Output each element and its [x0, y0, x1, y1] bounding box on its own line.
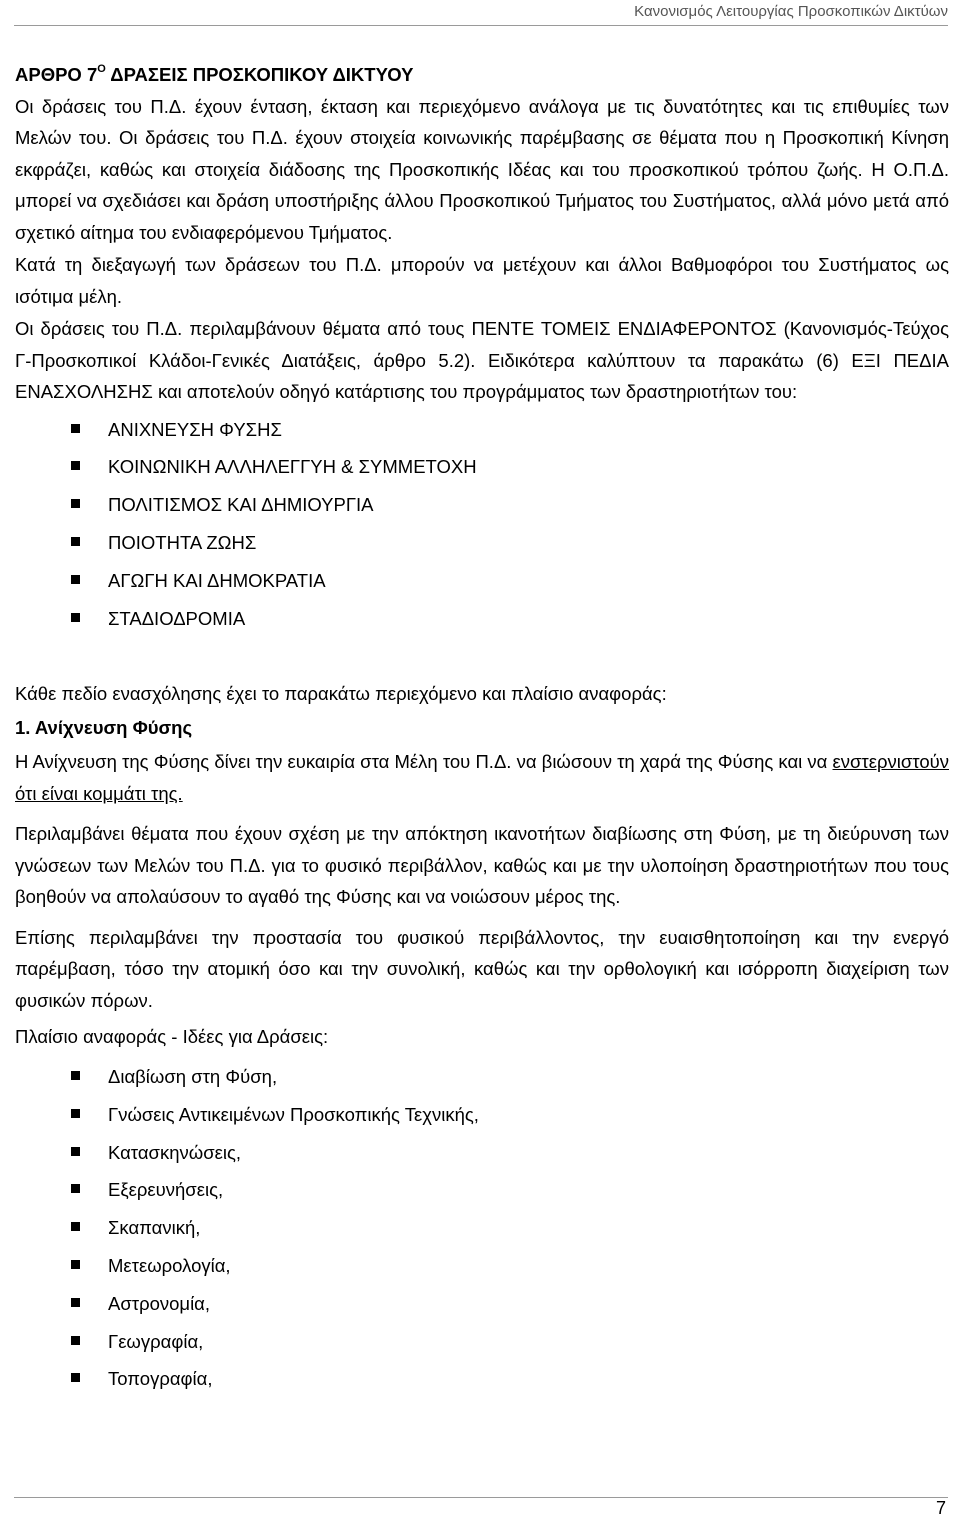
paragraph-nature-3: Επίσης περιλαμβάνει την προστασία του φυσικού περιβάλλοντος, την ευαισθητοποίηση και την ενεργό παρέμβαση, τόσο την ατομική όσο και την συνολική, καθώς και την ορθολογική και ισόρροπη διαχείριση των φυσικών πόρων. [15, 926, 949, 1011]
ideas-title: Πλαίσιο αναφοράς - Ιδέες για Δράσεις: [15, 1026, 329, 1048]
bullet-icon [71, 1184, 80, 1193]
bullet-icon [71, 461, 80, 470]
bullet-icon [71, 1071, 80, 1080]
list-item: ΠΟΛΙΤΙΣΜΟΣ ΚΑΙ ΔΗΜΙΟΥΡΓΙΑ [15, 486, 949, 524]
bullet-icon [71, 424, 80, 433]
page-header [0, 0, 960, 26]
paragraph-reference-intro: Κάθε πεδίο ενασχόλησης έχει το παρακάτω περιεχόμενο και πλαίσιο αναφοράς: [15, 683, 667, 705]
underlined-text: ενστερνιστούν ότι είναι κομμάτι της. [15, 751, 949, 804]
paragraph-fields: Οι δράσεις του Π.Δ. περιλαμβάνουν θέματα από τους ΠΕΝΤΕ ΤΟΜΕΙΣ ΕΝΔΙΑΦΕΡΟΝΤΟΣ (Κανονισμός-Τεύχος Γ-Προσκοπικοί Κλάδοι-Γενικές Διατάξεις, άρθρο 5.2). Ειδικότερα καλύπτουν τα παρακάτω (6) ΕΞΙ ΠΕΔΙΑ ΕΝΑΣΧΟΛΗΣΗΣ και αποτελούν οδηγό κατάρτισης του προγράμματος των δραστηριοτήτων του: [15, 318, 949, 403]
bullet-icon [71, 613, 80, 622]
list-item: ΠΟΙΟΤΗΤΑ ΖΩΗΣ [15, 524, 949, 562]
ideas-list [15, 1058, 949, 1398]
section-title-nature: 1. Ανίχνευση Φύσης [15, 716, 193, 738]
list-item: ΑΓΩΓΗ ΚΑΙ ΔΗΜΟΚΡΑΤΙΑ [15, 562, 949, 600]
bullet-icon [71, 537, 80, 546]
footer-divider [14, 1497, 948, 1498]
bullet-icon [71, 1298, 80, 1307]
bullet-icon [71, 1222, 80, 1231]
paragraph-intro: Οι δράσεις του Π.Δ. έχουν ένταση, έκταση και περιεχόμενο ανάλογα με τις δυνατότητες και τις επιθυμίες των Μελών του. Οι δράσεις του Π.Δ. έχουν στοιχεία κοινωνικής παρέμβασης σε θέματα που η Προσκοπική Κίνηση εκφράζει, καθώς και στοιχεία διάδοσης της Προσκοπικής Ιδέας και του προσκοπικού τρόπου ζωής. Η Ο.Π.Δ. μπορεί να σχεδιάσει και δράση υποστήριξης άλλου Προσκοπικού Τμήματος του Συστήματος, αλλά μόνο μετά από σχετικό αίτημα του ενδιαφερόμενου Τμήματος. [15, 95, 949, 243]
list-item: ΣΤΑΔΙΟΔΡΟΜΙΑ [15, 600, 949, 638]
list-item: Κατασκηνώσεις, [15, 1134, 949, 1172]
list-item: Εξερευνήσεις, [15, 1171, 949, 1209]
list-item: Σκαπανική, [15, 1209, 949, 1247]
paragraph-nature-1: Η Ανίχνευση της Φύσης δίνει την ευκαιρία στα Μέλη του Π.Δ. να βιώσουν τη χαρά της Φύσης και να ενστερνιστούν ότι είναι κομμάτι της. [15, 751, 949, 804]
list-item: ΑΝΙΧΝΕΥΣΗ ΦΥΣΗΣ [15, 411, 949, 449]
list-item: Τοπογραφία, [15, 1360, 949, 1398]
bullet-icon [71, 1373, 80, 1382]
list-item: Μετεωρολογία, [15, 1247, 949, 1285]
bullet-icon [71, 1336, 80, 1345]
bullet-icon [71, 575, 80, 584]
bullet-icon [71, 1260, 80, 1269]
bullet-icon [71, 499, 80, 508]
header-title: Κανονισμός Λειτουργίας Προσκοπικών Δικτύων [634, 3, 948, 20]
document-body [15, 56, 949, 1398]
list-item: Διαβίωση στη Φύση, [15, 1058, 949, 1096]
article-title: ΑΡΘΡΟ $7^O$ ΔΡΑΣΕΙΣ ΠΡΟΣΚΟΠΙΚΟΥ ΔΙΚΤΥΟΥ [15, 63, 414, 86]
list-item: Γνώσεις Αντικειμένων Προσκοπικής Τεχνικής, [15, 1096, 949, 1134]
bullet-icon [71, 1109, 80, 1118]
bullet-icon [71, 1147, 80, 1156]
page-number: 7 [935, 1498, 946, 1518]
header-divider [14, 25, 948, 26]
list-item: Γεωγραφία, [15, 1323, 949, 1361]
paragraph-leaders: Κατά τη διεξαγωγή των δράσεων του Π.Δ. μπορούν να μετέχουν και άλλοι Βαθμοφόροι του Συστήματος ως ισότιμα μέλη. [15, 254, 949, 307]
list-item: Αστρονομία, [15, 1285, 949, 1323]
paragraph-nature-2: Περιλαμβάνει θέματα που έχουν σχέση με την απόκτηση ικανοτήτων διαβίωσης στη Φύση, με τη διεύρυνση των γνώσεων των Μελών του Π.Δ. για το φυσικό περιβάλλον, καθώς και με την υλοποίηση δραστηριοτήτων που τους βοηθούν να απολαύσουν το αγαθό της Φύσης και να νοιώσουν μέρος της. [15, 823, 949, 908]
list-item: ΚΟΙΝΩΝΙΚΗ ΑΛΛΗΛΕΓΓΥΗ & ΣΥΜΜΕΤΟΧΗ [15, 448, 949, 486]
fields-list [15, 411, 949, 638]
